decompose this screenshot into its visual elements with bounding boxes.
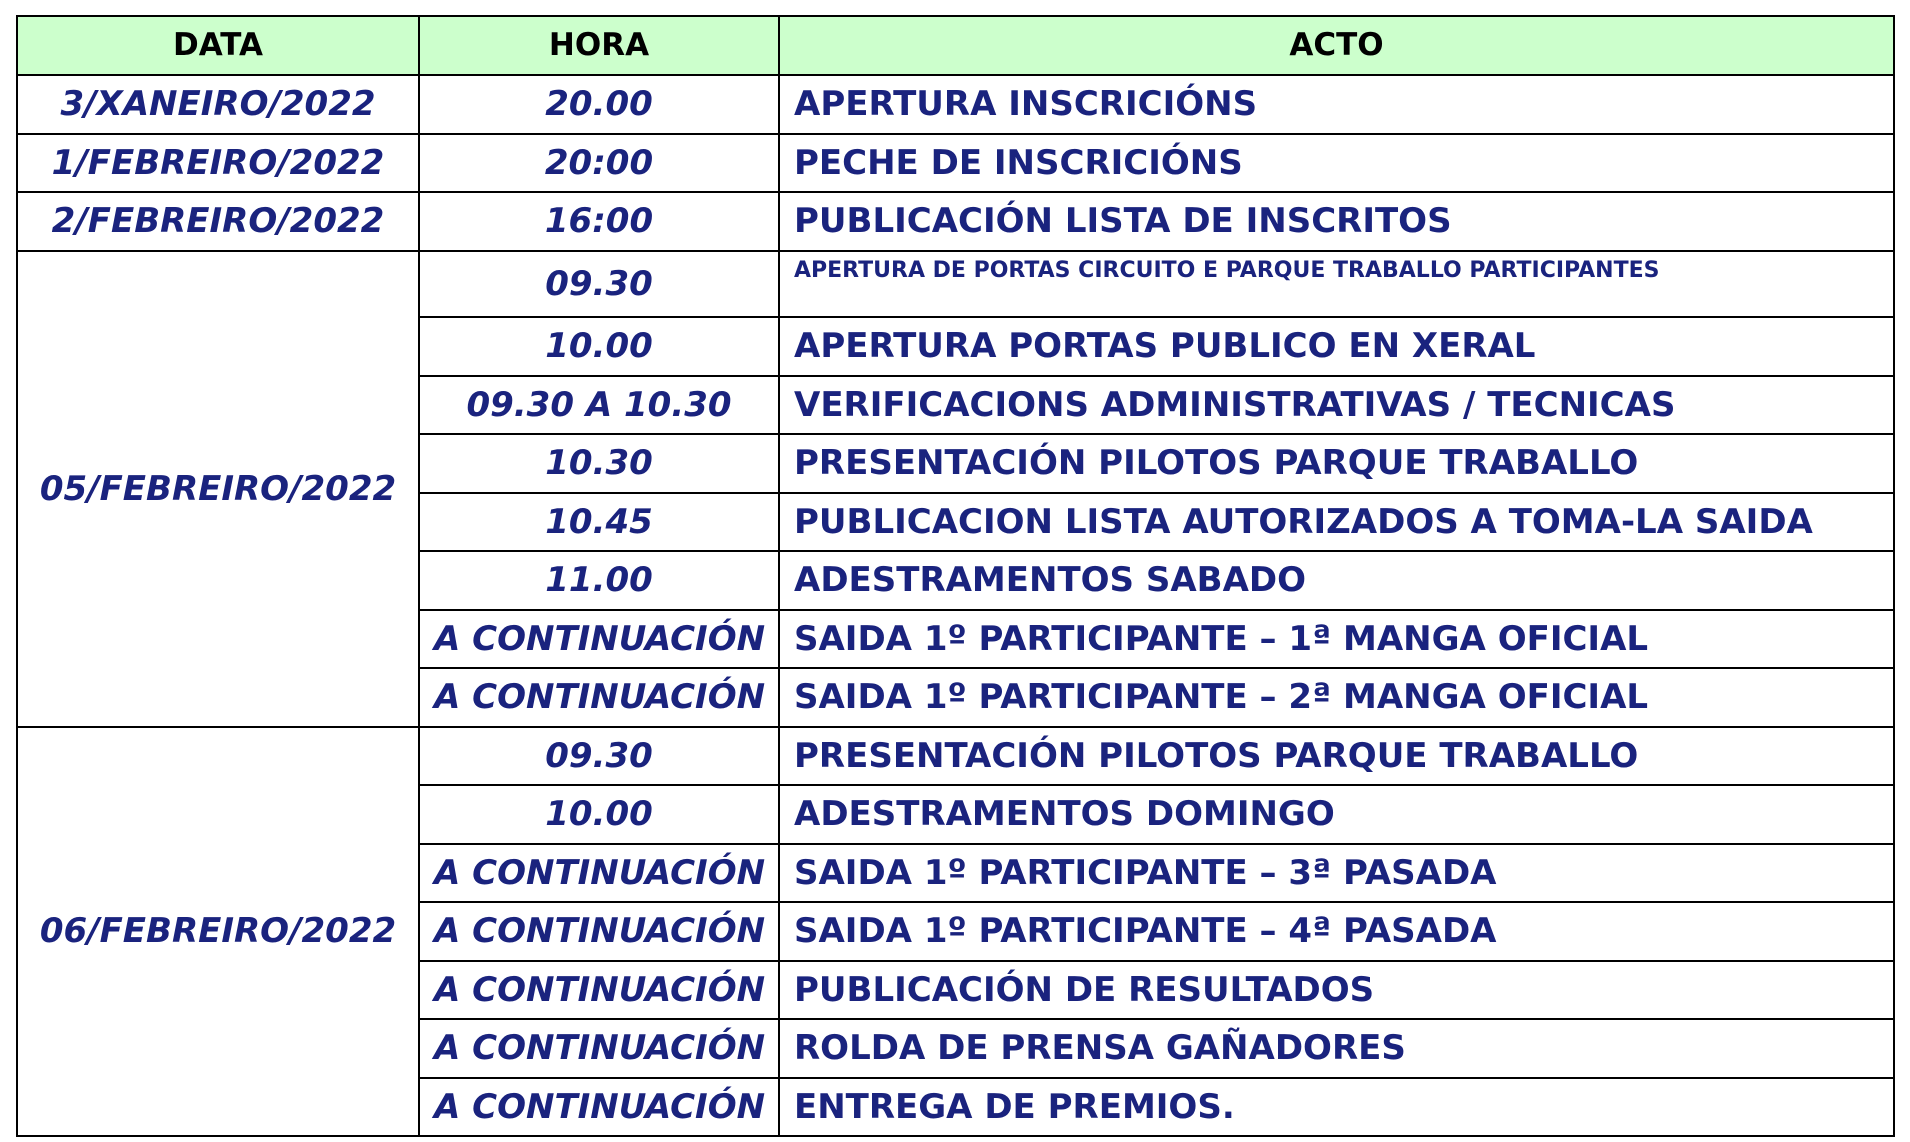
event-cell: PUBLICACIÓN DE RESULTADOS	[779, 961, 1894, 1020]
time-cell: 09.30	[419, 727, 779, 786]
time-cell: 09.30 A 10.30	[419, 376, 779, 435]
event-cell: ADESTRAMENTOS SABADO	[779, 551, 1894, 610]
event-cell: SAIDA 1º PARTICIPANTE – 1ª MANGA OFICIAL	[779, 610, 1894, 669]
event-cell: SAIDA 1º PARTICIPANTE – 2ª MANGA OFICIAL	[779, 668, 1894, 727]
time-cell: 20:00	[419, 134, 779, 193]
time-cell: 16:00	[419, 192, 779, 251]
time-cell: 10.45	[419, 493, 779, 552]
date-cell-merged: 05/FEBREIRO/2022	[17, 251, 419, 727]
time-cell: A CONTINUACIÓN	[419, 610, 779, 669]
schedule-table	[16, 15, 1895, 1137]
column-header-acto: ACTO	[779, 16, 1894, 75]
event-cell: PECHE DE INSCRICIÓNS	[779, 134, 1894, 193]
event-cell: ENTREGA DE PREMIOS.	[779, 1078, 1894, 1137]
event-cell: ADESTRAMENTOS DOMINGO	[779, 785, 1894, 844]
time-cell: 10.00	[419, 785, 779, 844]
column-header-hora: HORA	[419, 16, 779, 75]
table-row	[17, 192, 1894, 251]
table-row	[17, 75, 1894, 134]
event-cell: PUBLICACION LISTA AUTORIZADOS A TOMA-LA SAIDA	[779, 493, 1894, 552]
time-cell: A CONTINUACIÓN	[419, 668, 779, 727]
event-cell: APERTURA INSCRICIÓNS	[779, 75, 1894, 134]
event-cell: APERTURA PORTAS PUBLICO EN XERAL	[779, 317, 1894, 376]
time-cell: 09.30	[419, 251, 779, 318]
date-cell: 2/FEBREIRO/2022	[17, 192, 419, 251]
column-header-data: DATA	[17, 16, 419, 75]
event-cell: ROLDA DE PRENSA GAÑADORES	[779, 1019, 1894, 1078]
time-cell: 20.00	[419, 75, 779, 134]
event-cell: APERTURA DE PORTAS CIRCUITO E PARQUE TRABALLO PARTICIPANTES	[779, 251, 1894, 318]
date-cell: 1/FEBREIRO/2022	[17, 134, 419, 193]
time-cell: 10.00	[419, 317, 779, 376]
event-cell: SAIDA 1º PARTICIPANTE – 4ª PASADA	[779, 902, 1894, 961]
table-body	[17, 75, 1894, 1136]
event-cell: VERIFICACIONS ADMINISTRATIVAS / TECNICAS	[779, 376, 1894, 435]
event-cell: PRESENTACIÓN PILOTOS PARQUE TRABALLO	[779, 727, 1894, 786]
header-row	[17, 16, 1894, 75]
time-cell: 10.30	[419, 434, 779, 493]
event-cell: PUBLICACIÓN LISTA DE INSCRITOS	[779, 192, 1894, 251]
time-cell: A CONTINUACIÓN	[419, 1078, 779, 1137]
table-row	[17, 727, 1894, 786]
date-cell-merged: 06/FEBREIRO/2022	[17, 727, 419, 1137]
table-header	[17, 16, 1894, 75]
event-cell: SAIDA 1º PARTICIPANTE – 3ª PASADA	[779, 844, 1894, 903]
time-cell: A CONTINUACIÓN	[419, 961, 779, 1020]
date-cell: 3/XANEIRO/2022	[17, 75, 419, 134]
time-cell: A CONTINUACIÓN	[419, 844, 779, 903]
table-row	[17, 134, 1894, 193]
time-cell: A CONTINUACIÓN	[419, 902, 779, 961]
event-cell: PRESENTACIÓN PILOTOS PARQUE TRABALLO	[779, 434, 1894, 493]
time-cell: 11.00	[419, 551, 779, 610]
table-row	[17, 251, 1894, 318]
time-cell: A CONTINUACIÓN	[419, 1019, 779, 1078]
